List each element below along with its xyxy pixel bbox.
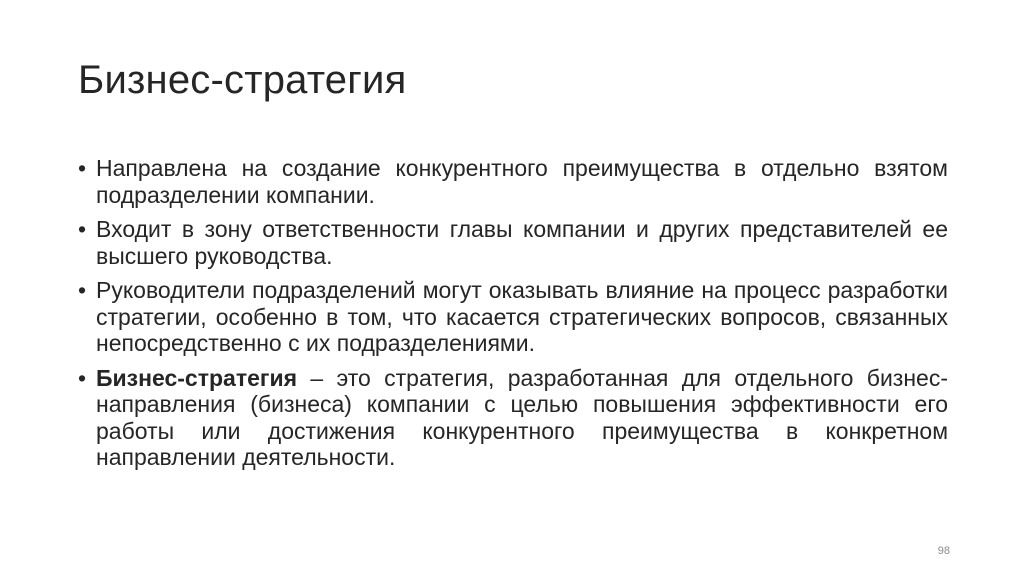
- bullet-text: – это стратегия, разработанная для отдельного бизнес-направления (бизнеса) компании с целью повышения эффективности его работы или достижения конкурентного преимущества в конкретном направлении деятельности.: [96, 364, 948, 470]
- bullet-item: [78, 277, 948, 357]
- bullet-marker: •: [78, 277, 87, 303]
- slide-title: Бизнес-стратегия: [78, 58, 407, 102]
- bullet-marker: •: [78, 364, 87, 391]
- bullet-text: Руководители подразделений могут оказывать влияние на процесс разработки стратегии, особенно в том, что касается стратегических вопросов, связанных непосредственно с их подразделениями.: [96, 277, 948, 356]
- bullet-item: [78, 365, 948, 471]
- bullet-list: [78, 155, 948, 479]
- bullet-text: Направлена на создание конкурентного преимущества в отдельно взятом подразделении компании.: [96, 155, 948, 208]
- bullet-item: [78, 216, 948, 269]
- page-number: 98: [937, 545, 950, 557]
- bullet-text: Входит в зону ответственности главы компании и других представителей ее высшего руководства.: [96, 216, 948, 269]
- bullet-marker: •: [78, 155, 87, 181]
- bullet-marker: •: [78, 216, 87, 242]
- bullet-term: Бизнес-стратегия: [96, 364, 298, 391]
- bullet-item: [78, 155, 948, 208]
